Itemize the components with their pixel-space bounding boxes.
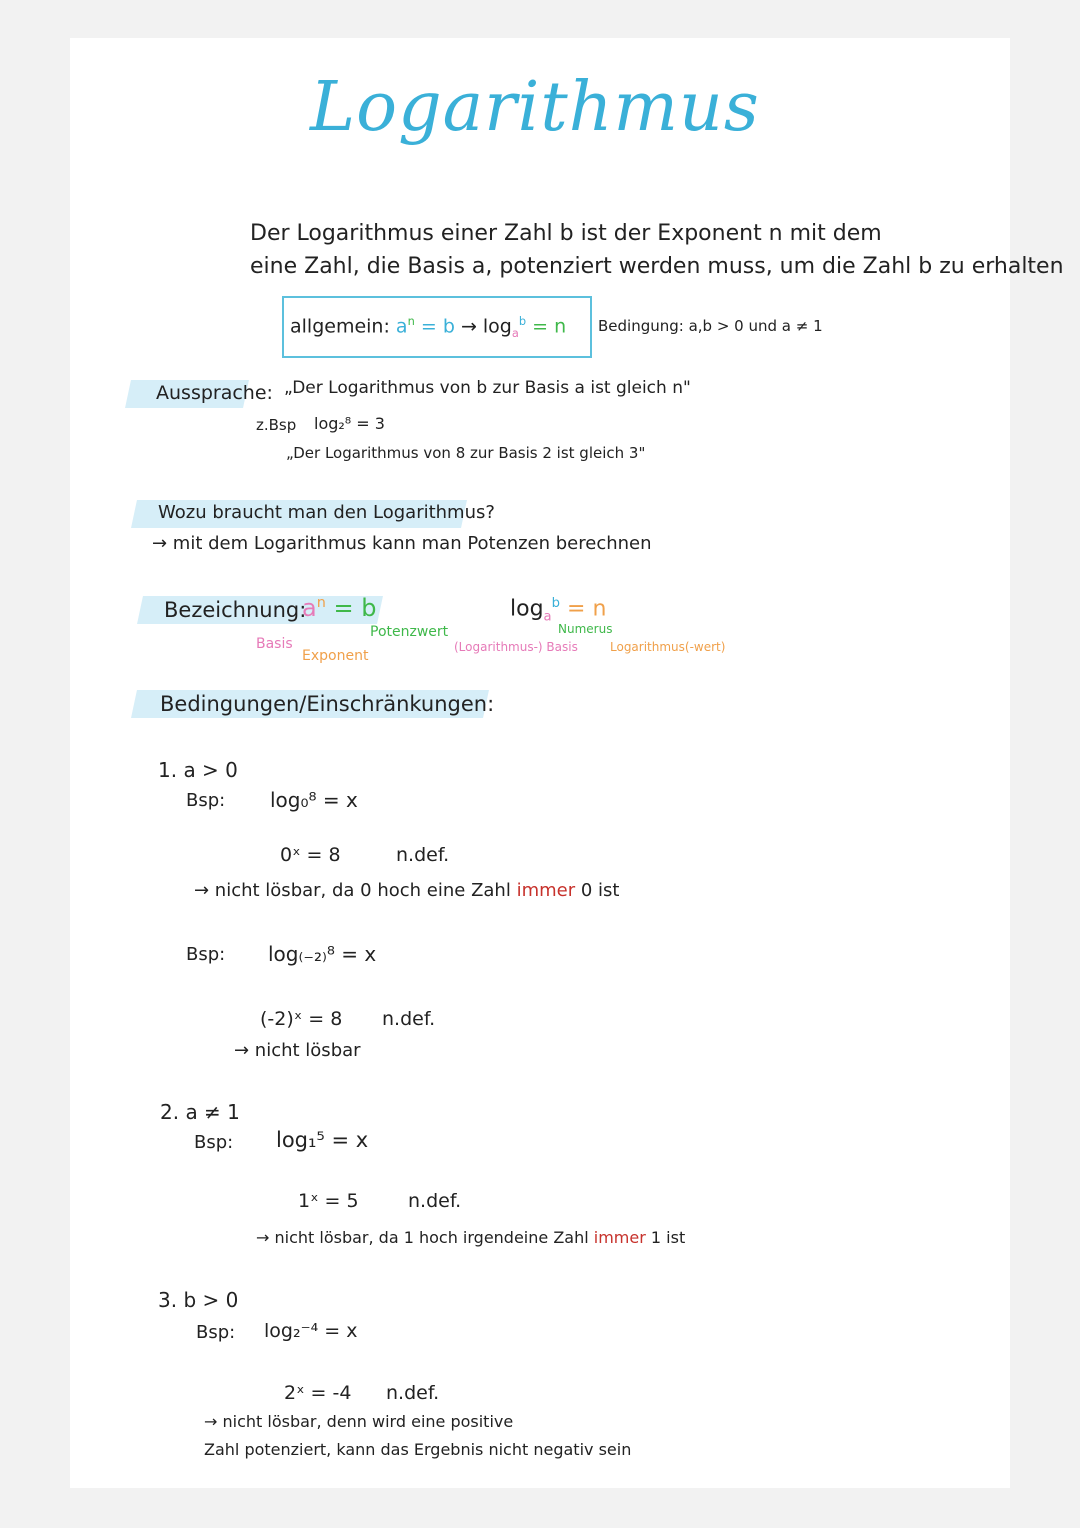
bezeichnung-log: [510, 596, 606, 625]
formula-condition: Bedingung: a,b > 0 und a ≠ 1: [598, 317, 823, 335]
formula-log-arg: b: [518, 314, 527, 328]
label-log-wert: Logarithmus(-wert): [610, 640, 726, 654]
bezeichnung-log-arg: b: [551, 596, 561, 611]
formula-label: allgemein:: [290, 315, 390, 338]
label-log-basis: (Logarithmus-) Basis: [454, 640, 578, 654]
cond3-ex-power: 2ˣ = -4: [284, 1382, 352, 1404]
bezeichnung-log-text: log: [510, 596, 544, 622]
formula-box-content: [290, 314, 566, 340]
cond1-ex2-reason: → nicht lösbar: [234, 1040, 361, 1061]
formula-exp: n: [407, 314, 415, 328]
label-numerus: Numerus: [558, 622, 613, 636]
cond1-ex1-reason-pre: → nicht lösbar, da 0 hoch eine Zahl: [194, 880, 511, 901]
cond2-reason-pre: → nicht lösbar, da 1 hoch irgendeine Zahl: [256, 1228, 589, 1247]
note-sheet: [70, 38, 1064, 1488]
cond3-ex-label: Bsp:: [196, 1322, 236, 1343]
cond3-ex-formula: log₂⁻⁴ = x: [264, 1320, 358, 1342]
formula-log: log: [482, 315, 512, 338]
aussprache-example-label: z.Bsp: [256, 416, 297, 434]
wozu-heading: Wozu braucht man den Logarithmus?: [158, 502, 495, 523]
aussprache-quote: „Der Logarithmus von b zur Basis a ist gleich n": [284, 378, 691, 398]
cond2-ex-label: Bsp:: [194, 1132, 234, 1153]
cond1-ex1-reason-red: immer: [516, 880, 576, 901]
cond3-title: 3. b > 0: [158, 1288, 239, 1312]
label-exponent: Exponent: [302, 648, 369, 664]
cond1-ex1-reason-post: 0 ist: [580, 880, 620, 901]
label-potenzwert: Potenzwert: [370, 624, 449, 640]
formula-base: a: [395, 315, 408, 338]
cond1-ex1-label: Bsp:: [186, 790, 226, 811]
cond1-ex2-formula: log₍₋₂₎⁸ = x: [268, 942, 377, 966]
bezeichnung-power-exp: n: [316, 595, 326, 611]
cond2-ex-power: 1ˣ = 5: [298, 1190, 359, 1212]
wozu-answer: → mit dem Logarithmus kann man Potenzen berechnen: [152, 533, 652, 554]
cond1-ex1-power: 0ˣ = 8: [280, 844, 341, 866]
bezeichnung-power-eq: = b: [333, 594, 377, 622]
cond1-ex2-label: Bsp:: [186, 944, 226, 965]
cond3-reason-line-2: Zahl potenziert, kann das Ergebnis nicht negativ sein: [204, 1440, 632, 1459]
formula-arrow: →: [460, 315, 477, 338]
bezeichnung-heading: Bezeichnung:: [164, 598, 307, 622]
definition-line-2: eine Zahl, die Basis a, potenziert werden muss, um die Zahl b zu erhalten: [250, 254, 1064, 279]
cond2-reason-red: immer: [593, 1228, 646, 1247]
bezeichnung-log-eq: = n: [567, 596, 607, 622]
cond3-reason-line-1: → nicht lösbar, denn wird eine positive: [204, 1412, 514, 1431]
bezeichnung-power: [302, 594, 376, 622]
bezeichnung-power-base: a: [302, 594, 317, 622]
cond2-ex-formula: log₁⁵ = x: [276, 1128, 369, 1152]
cond1-ex1-formula: log₀⁸ = x: [270, 788, 358, 812]
definition-line-1: Der Logarithmus einer Zahl b ist der Exponent n mit dem: [250, 221, 882, 246]
aussprache-example-quote: „Der Logarithmus von 8 zur Basis 2 ist gleich 3": [286, 444, 646, 462]
cond2-reason: [256, 1228, 685, 1247]
cond1-ex1-ndef: n.def.: [396, 844, 450, 866]
cond2-reason-post: 1 ist: [650, 1228, 686, 1247]
formula-eq-b: = b: [420, 315, 455, 338]
cond1-title: 1. a > 0: [158, 758, 238, 782]
cond3-ex-ndef: n.def.: [386, 1382, 440, 1404]
aussprache-heading: Aussprache:: [156, 382, 273, 404]
cond2-ex-ndef: n.def.: [408, 1190, 462, 1212]
cond1-ex2-ndef: n.def.: [382, 1008, 436, 1030]
page-title: Logarithmus: [310, 68, 760, 147]
aussprache-example-formula: log₂⁸ = 3: [314, 414, 385, 433]
bedingungen-heading: Bedingungen/Einschränkungen:: [160, 692, 495, 716]
label-basis: Basis: [256, 636, 293, 652]
cond1-ex2-power: (-2)ˣ = 8: [260, 1008, 343, 1030]
formula-log-base: a: [511, 326, 519, 341]
cond1-ex1-reason: [194, 880, 619, 901]
bezeichnung-log-base: a: [543, 609, 552, 625]
formula-eq-n: = n: [532, 315, 567, 338]
cond2-title: 2. a ≠ 1: [160, 1100, 240, 1124]
